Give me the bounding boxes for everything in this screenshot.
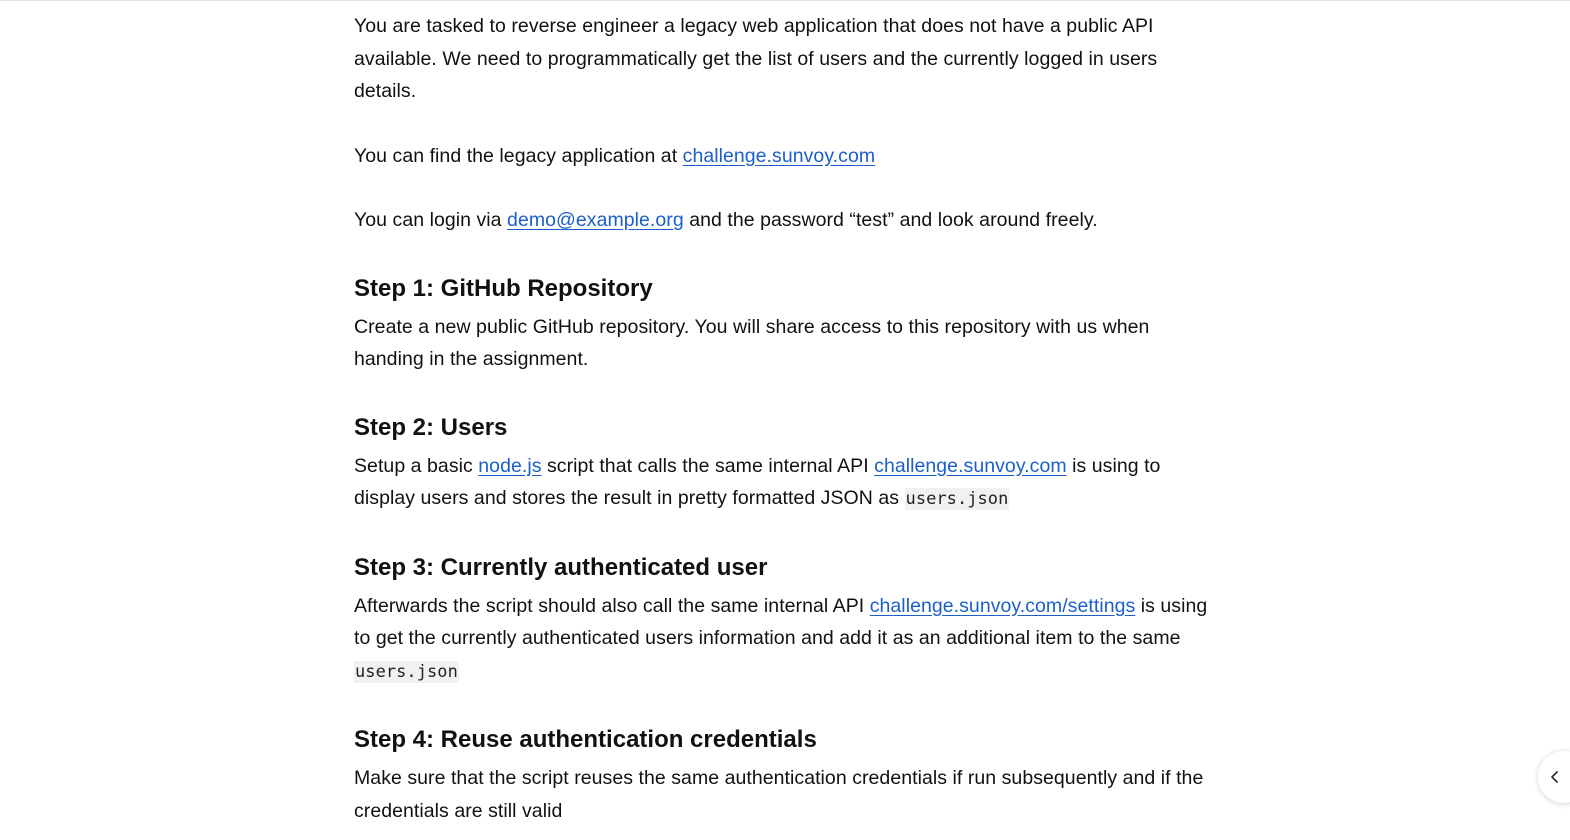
step-3-heading: Step 3: Currently authenticated user xyxy=(354,553,768,581)
step-3-text-b: is using to get the currently authenticated users information and add it as an additional item to the same xyxy=(354,594,1208,649)
login-paragraph xyxy=(354,204,1224,237)
sidebar-toggle-button[interactable] xyxy=(1538,751,1570,803)
step-1-paragraph: Create a new public GitHub repository. You will share access to this repository with us when handing in the assignment. xyxy=(354,315,1150,370)
step-2-text-b: script that calls the same internal API xyxy=(541,454,875,477)
location-prefix: You can find the legacy application at xyxy=(354,144,683,167)
step-2-heading: Step 2: Users xyxy=(354,413,508,441)
step-3-text-a: Afterwards the script should also call the same internal API xyxy=(354,594,870,617)
location-paragraph xyxy=(354,140,1224,173)
top-divider xyxy=(0,0,1570,1)
step-4-heading: Step 4: Reuse authentication credentials xyxy=(354,726,817,753)
nodejs-link[interactable]: node.js xyxy=(478,454,542,477)
step-3-paragraph xyxy=(354,590,1224,689)
users-json-code: users.json xyxy=(905,489,1009,509)
step-4-paragraph: Make sure that the script reuses the same authentication credentials if run subsequently and if the credentials are still valid xyxy=(354,767,1204,822)
step-2-text-a: Setup a basic xyxy=(354,454,479,477)
demo-email-link[interactable]: demo@example.org xyxy=(507,209,684,231)
settings-link[interactable]: challenge.sunvoy.com/settings xyxy=(869,594,1136,617)
step-1-heading: Step 1: GitHub Repository xyxy=(354,274,653,302)
users-json-code-2: users.json xyxy=(355,661,458,682)
intro-paragraph: You are tasked to reverse engineer a legacy web application that does not have a public API available. We need to programmatically get the list of users and the currently logged in users details. xyxy=(354,15,1158,102)
login-prefix: You can login via xyxy=(354,209,508,231)
challenge-api-link[interactable]: challenge.sunvoy.com xyxy=(874,454,1067,477)
challenge-link[interactable]: challenge.sunvoy.com xyxy=(682,144,876,167)
step-2-text-c: is using to display users and stores the result in pretty formatted JSON as xyxy=(354,454,1161,509)
step-2-paragraph xyxy=(354,450,1224,516)
document-content xyxy=(354,10,1224,827)
login-suffix: and the password “test” and look around freely. xyxy=(683,209,1098,231)
chevron-left-icon xyxy=(1548,770,1562,784)
